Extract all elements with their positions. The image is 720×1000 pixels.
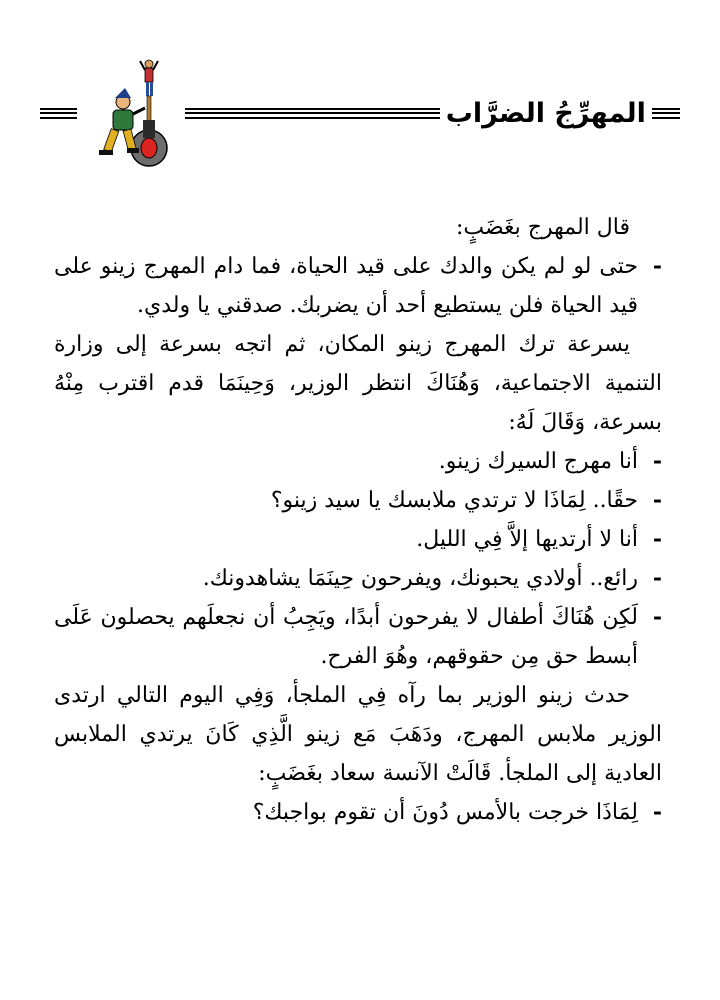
title-rule-left (40, 108, 77, 119)
clown-on-unicycle-icon (91, 58, 171, 168)
dialogue-bullet: - (652, 526, 662, 552)
dialogue-bullet: - (652, 253, 662, 279)
dialogue-text: حتى لو لم يكن والدك على قيد الحياة، فما دام المهرج زينو على قيد الحياة فلن يستطيع أحد أن يضربك. صدقني يا ولدي. (54, 254, 638, 318)
dialogue-text: لَكِن هُنَاكَ أطفال لا يفرحون أبدًا، ويَجِبُ أن نجعلَهم يحصلون عَلَى أبسط حق مِن حقوقهم، وهُوَ الفرح. (54, 605, 638, 669)
dialogue-bullet: - (652, 799, 662, 825)
chapter-title: المهرِّجُ الضرَّاب (445, 97, 646, 129)
dialogue-bullet: - (652, 448, 662, 474)
dialogue-text: أنا مهرج السيرك زينو. (438, 449, 638, 474)
dialogue-line (54, 559, 662, 598)
story-text (54, 208, 662, 832)
title-rule-middle (185, 108, 439, 119)
dialogue-bullet: - (652, 565, 662, 591)
title-rule-right (652, 108, 680, 119)
chapter-header (40, 58, 680, 168)
dialogue-bullet: - (652, 487, 662, 513)
dialogue-line (54, 442, 662, 481)
dialogue-text: رائع.. أولادي يحبونك، ويفرحون حِينَمَا يشاهدونك. (202, 566, 638, 591)
dialogue-line (54, 598, 662, 676)
dialogue-bullet: - (652, 604, 662, 630)
dialogue-line (54, 481, 662, 520)
dialogue-text: لِمَاذَا خرجت بالأمس دُونَ أن تقوم بواجبك؟ (252, 800, 638, 825)
narration-paragraph: يسرعة ترك المهرج زينو المكان، ثم اتجه بسرعة إلى وزارة التنمية الاجتماعية، وَهُنَاكَ انتظر الوزير، وَحِينَمَا قدم اقترب مِنْهُ بسرعة، وَقَالَ لَهُ: (54, 332, 662, 435)
dialogue-line (54, 793, 662, 832)
dialogue-text: أنا لا أرتديها إلاَّ فِي الليل. (416, 527, 638, 552)
narration-paragraph: قال المهرج بغَضَبٍ: (455, 215, 630, 240)
dialogue-text: حقًا.. لِمَاذَا لا ترتدي ملابسك يا سيد زينو؟ (270, 488, 638, 513)
dialogue-line (54, 247, 662, 325)
dialogue-line (54, 520, 662, 559)
narration-paragraph: حدث زينو الوزير بما رآه فِي الملجأ، وَفِي اليوم التالي ارتدى الوزير ملابس المهرج، ودَهَبَ مَع زينو الَّذِي كَانَ يرتدي الملابس العادية إلى الملجأ. قَالَتْ الآنسة سعاد بغَضَبٍ: (54, 683, 662, 786)
